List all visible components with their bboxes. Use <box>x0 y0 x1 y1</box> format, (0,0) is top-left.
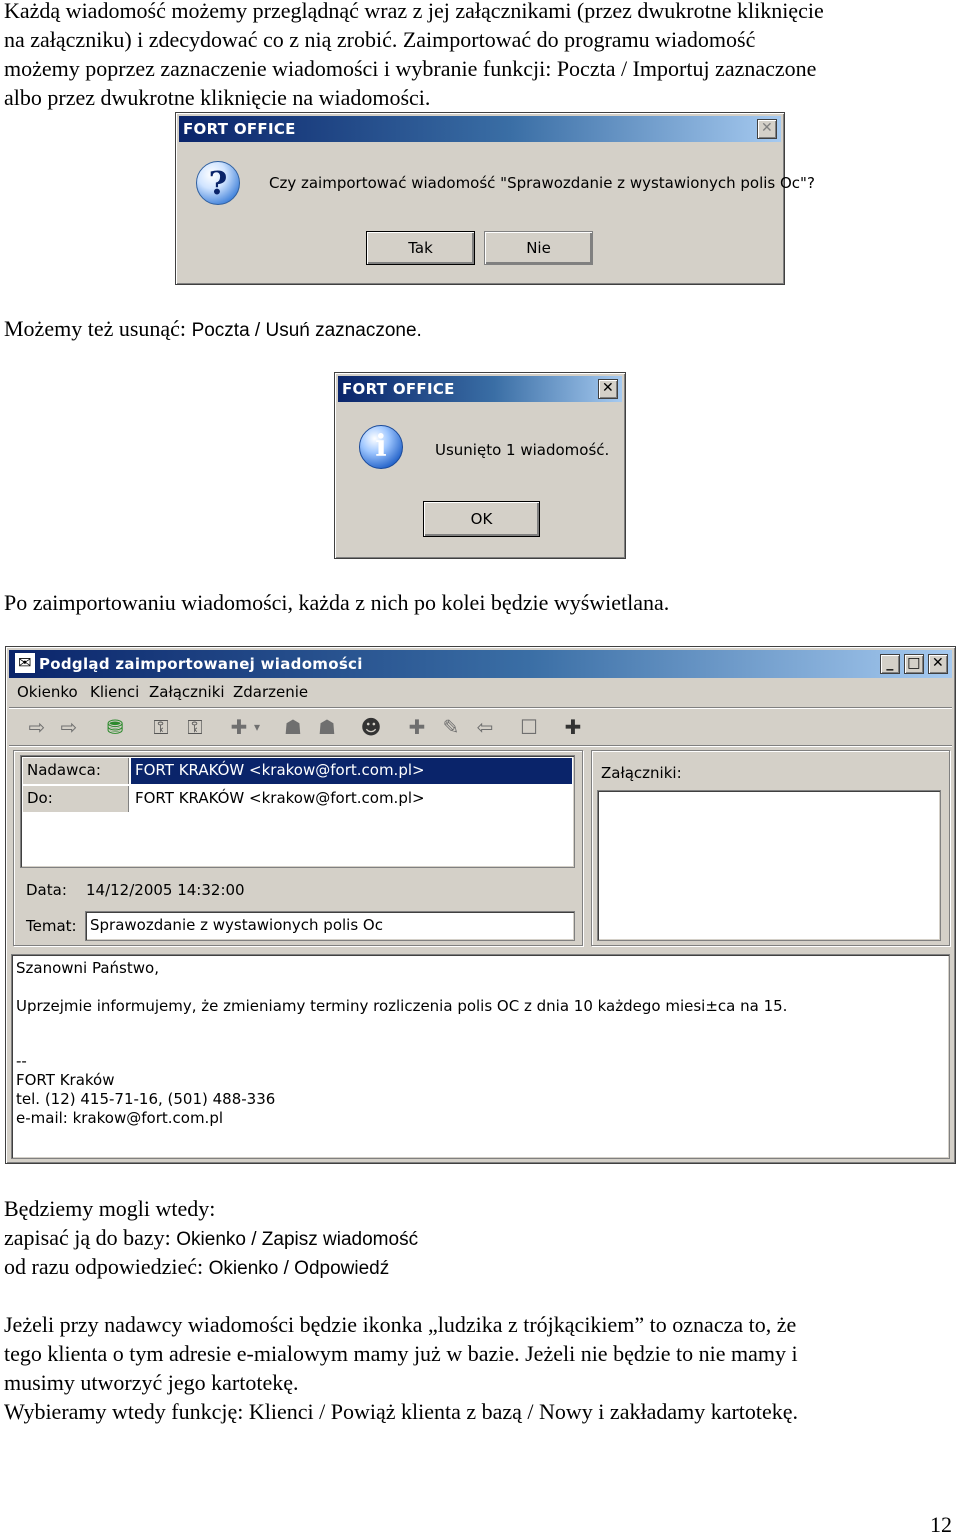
subject-field[interactable] <box>85 911 575 941</box>
toolbar <box>24 714 624 742</box>
client-link-icon[interactable]: ☗ <box>318 715 336 739</box>
delete-instruction <box>4 314 422 345</box>
from-value[interactable]: FORT KRAKÓW <krakow@fort.com.pl> <box>131 758 572 784</box>
recipients-list[interactable] <box>20 755 575 868</box>
preview-window <box>5 646 956 1164</box>
preview-title: Podgląd zaimportowanej wiadomości <box>39 655 363 673</box>
client-info-icon[interactable]: ☻ <box>360 715 382 739</box>
forward-icon[interactable]: ⚿ <box>187 715 203 739</box>
menu-zdarzenie[interactable]: Zdarzenie <box>233 683 309 701</box>
close-icon[interactable]: ✕ <box>757 119 777 139</box>
deleted-info-dialog <box>334 372 626 559</box>
delete-command: Poczta / Usuń zaznaczone. <box>191 320 422 341</box>
outro-line-1: Jeżeli przy nadawcy wiadomości będzie ikonka „ludzika z trójkącikiem” to oznacza to, że <box>4 1312 797 1337</box>
option-reply-prefix: od razu odpowiedzieć: <box>4 1254 209 1279</box>
attachments-list[interactable] <box>597 790 941 941</box>
preview-titlebar <box>9 650 952 678</box>
client-icon[interactable]: ☗ <box>284 715 302 739</box>
menu-klienci[interactable]: Klienci <box>90 683 140 701</box>
option-reply <box>4 1252 389 1283</box>
after-import-text: Po zaimportowaniu wiadomości, każda z nich po kolei będzie wyświetlana. <box>4 590 670 615</box>
next-icon[interactable]: ⇨ <box>60 715 78 739</box>
reply-icon[interactable]: ⚿ <box>153 715 169 739</box>
body-signature-sep: -- <box>16 1052 27 1070</box>
info-icon: i <box>359 425 403 469</box>
dialog2-titlebar <box>338 376 622 402</box>
delete-prefix: Możemy też usunąć: <box>4 316 192 341</box>
add-attachment-icon[interactable]: ✚ <box>408 715 426 739</box>
option-save <box>4 1223 418 1254</box>
attachments-label: Załączniki: <box>601 764 682 782</box>
no-button[interactable]: Nie <box>484 231 593 265</box>
toolbar-separator <box>9 745 952 747</box>
close-icon[interactable]: ✕ <box>928 654 948 674</box>
chevron-down-icon[interactable]: ▾ <box>253 720 261 734</box>
ok-button[interactable]: OK <box>423 501 540 537</box>
date-value: 14/12/2005 14:32:00 <box>86 881 245 899</box>
option-save-prefix: zapisać ją do bazy: <box>4 1225 177 1250</box>
import-confirm-dialog <box>175 112 815 285</box>
from-label: Nadawca: <box>23 758 129 784</box>
save-db-icon[interactable]: ⛃ <box>106 715 124 739</box>
remove-attachment-icon[interactable]: ⇦ <box>476 715 494 739</box>
maximize-icon[interactable]: □ <box>904 654 924 674</box>
body-signature-phone: tel. (12) 415-71-16, (501) 488-336 <box>16 1090 276 1108</box>
message-body[interactable] <box>11 954 950 1159</box>
intro-line-2: na załączniku) i zdecydować co z nią zrobić. Zaimportować do programu wiadomość <box>4 27 756 52</box>
question-icon: ? <box>196 161 240 205</box>
page-number: 12 <box>930 1512 952 1537</box>
dialog2-title: FORT OFFICE <box>342 380 455 398</box>
dialog-title: FORT OFFICE <box>183 120 296 138</box>
dialog2-message: Usunięto 1 wiadomość. <box>435 441 610 459</box>
menu-separator <box>9 707 952 709</box>
subject-value: Sprawozdanie z wystawionych polis Oc <box>90 916 383 934</box>
intro-line-3: możemy poprzez zaznaczenie wiadomości i wybranie funkcji: Poczta / Importuj zaznaczone <box>4 56 817 81</box>
add-client-icon[interactable]: ✚ <box>230 715 248 739</box>
to-value[interactable]: FORT KRAKÓW <krakow@fort.com.pl> <box>135 789 425 807</box>
intro-line-1: Każdą wiadomość możemy przeglądnąć wraz z jej załącznikami (przez dwukrotne kliknięcie <box>4 0 824 23</box>
add-event-icon[interactable]: ✚ <box>564 715 582 739</box>
prev-icon[interactable]: ⇨ <box>28 715 46 739</box>
to-label: Do: <box>23 786 129 812</box>
menu-okienko[interactable]: Okienko <box>17 683 78 701</box>
envelope-icon: ✉ <box>14 652 36 674</box>
outro-line-4: Wybieramy wtedy funkcję: Klienci / Powiąż klienta z bazą / Nowy i zakładamy kartotekę. <box>4 1399 799 1424</box>
minimize-icon[interactable]: _ <box>880 654 900 674</box>
event-icon[interactable]: ☐ <box>520 715 538 739</box>
option-save-command: Okienko / Zapisz wiadomość <box>176 1229 419 1250</box>
subject-label: Temat: <box>26 917 77 935</box>
yes-button[interactable]: Tak <box>366 231 475 265</box>
menu-zalaczniki[interactable]: Załączniki <box>149 683 225 701</box>
date-label: Data: <box>26 881 67 899</box>
body-text: Uprzejmie informujemy, że zmieniamy terminy rozliczenia polis OC z dnia 10 każdego miesi±ca na 15. <box>16 997 788 1015</box>
close-icon[interactable]: ✕ <box>598 379 618 399</box>
outro-line-2: tego klienta o tym adresie e-mialowym mamy już w bazie. Jeżeli nie będzie to nie mamy i <box>4 1341 798 1366</box>
option-reply-command: Okienko / Odpowiedź <box>208 1258 390 1279</box>
body-signature-name: FORT Kraków <box>16 1071 115 1089</box>
outro-line-3: musimy utworzyć jego kartotekę. <box>4 1370 299 1395</box>
intro-line-4: albo przez dwukrotne kliknięcie na wiadomości. <box>4 85 431 110</box>
dialog-titlebar <box>179 116 781 142</box>
edit-attachment-icon[interactable]: ✎ <box>442 715 460 739</box>
options-heading: Będziemy mogli wtedy: <box>4 1196 216 1221</box>
body-signature-email: e-mail: krakow@fort.com.pl <box>16 1109 224 1127</box>
dialog-message: Czy zaimportować wiadomość "Sprawozdanie z wystawionych polis Oc"? <box>269 174 815 192</box>
body-greeting: Szanowni Państwo, <box>16 959 159 977</box>
